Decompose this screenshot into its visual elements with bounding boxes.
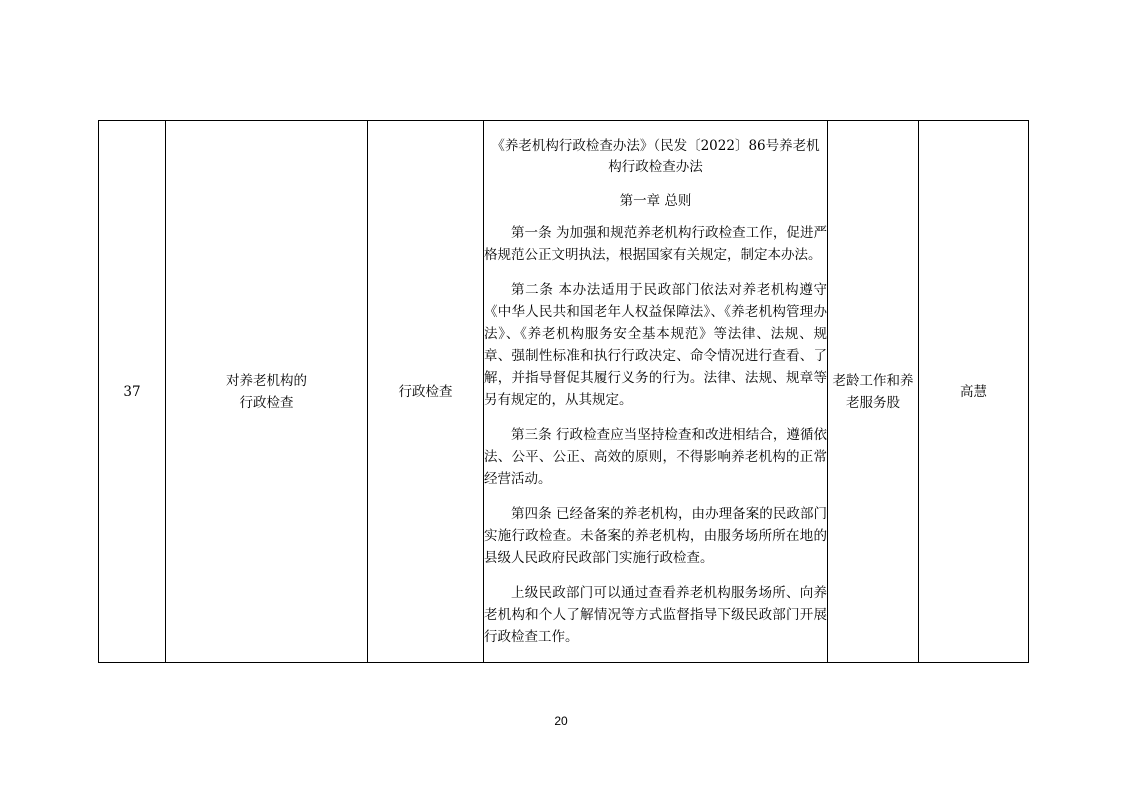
article-4-paragraph-2: 上级民政部门可以通过查看养老机构服务场所、向养老机构和个人了解情况等方式监督指导下级民政部门开展行政检查工作。 — [484, 584, 827, 645]
item-name-line1: 对养老机构的 — [226, 372, 307, 389]
page-number: 20 — [554, 714, 568, 728]
item-name-line2: 行政检查 — [239, 394, 294, 411]
item-name-cell — [166, 121, 368, 663]
article-3: 第三条 行政检查应当坚持检查和改进相结合，遵循依法、公平、公正、高效的原则，不得影响养老机构的正常经营活动。 — [484, 426, 827, 487]
law-chapter: 第一章 总则 — [619, 192, 692, 209]
responsible-person-cell: 高慧 — [919, 121, 1029, 663]
row-number: 37 — [99, 121, 166, 663]
article-1: 第一条 为加强和规范养老机构行政检查工作，促进严格规范公正文明执法，根据国家有关规定，制定本办法。 — [484, 224, 827, 263]
law-title-line1: 《养老机构行政检查办法》（民发〔2022〕86号养老机 — [491, 137, 820, 154]
table-row — [99, 121, 1029, 663]
article-4: 第四条 已经备案的养老机构，由办理备案的民政部门实施行政检查。未备案的养老机构，由服务场所所在地的县级人民政府民政部门实施行政检查。 — [484, 505, 827, 566]
law-basis-cell — [484, 121, 828, 663]
inspection-table — [98, 120, 1029, 663]
department-cell — [828, 121, 919, 663]
article-2: 第二条 本办法适用于民政部门依法对养老机构遵守《中华人民共和国老年人权益保障法》、《养老机构管理办法》、《养老机构服务安全基本规范》等法律、法规、规章、强制性标准和执行行政决定、命令情况进行查看、了解，并指导督促其履行义务的行为。法律、法规、规章等另有规定的，从其规定。 — [484, 281, 827, 408]
category-cell: 行政检查 — [368, 121, 484, 663]
department-line2: 老服务股 — [846, 394, 900, 411]
law-title-line2: 构行政检查办法 — [608, 159, 703, 175]
department-line1: 老龄工作和养 — [832, 372, 914, 389]
